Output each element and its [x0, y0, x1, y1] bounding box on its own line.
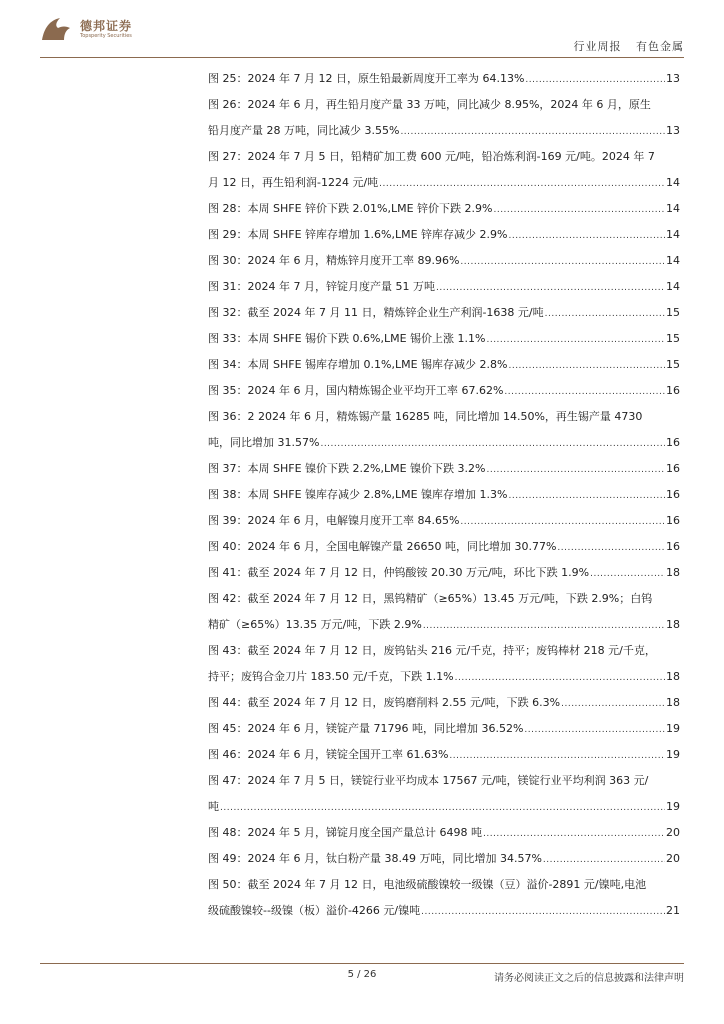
toc-entry-text: 图 38：本周 SHFE 镍库存减少 2.8%,LME 镍库存增加 1.3%: [208, 488, 508, 501]
toc-entry[interactable]: [208, 248, 680, 274]
toc-entry[interactable]: [208, 144, 680, 196]
dot-leader: [421, 899, 665, 925]
logo-name-en: Topsperity Securities: [80, 32, 132, 39]
dot-leader: [545, 301, 665, 327]
toc-entry-text: 图 32：截至 2024 年 7 月 11 日，精炼锌企业生产利润-1638 元/吨: [208, 306, 544, 319]
toc-entry[interactable]: [208, 456, 680, 482]
toc-entry[interactable]: [208, 66, 680, 92]
dot-leader: [436, 275, 665, 301]
toc-page-number: 20: [666, 852, 680, 865]
toc-entry-text: 图 33：本周 SHFE 锡价下跌 0.6%,LME 锡价上涨 1.1%: [208, 332, 486, 345]
toc-page-number: 16: [666, 514, 680, 527]
toc-entry-text: 图 42：截至 2024 年 7 月 12 日，黑钨精矿（≥65%）13.45 万元/吨，下跌 2.9%；白钨: [208, 592, 653, 605]
toc-entry-text: 图 35：2024 年 6 月，国内精炼锡企业平均开工率 67.62%: [208, 384, 504, 397]
footer-divider: [40, 963, 684, 964]
toc-page-number: 21: [666, 904, 680, 917]
dot-leader: [561, 691, 665, 717]
sector-name: 有色金属: [636, 40, 684, 53]
dot-leader: [320, 431, 665, 457]
dot-leader: [557, 535, 665, 561]
toc-entry-text: 图 36：2 2024 年 6 月，精炼锡产量 16285 吨，同比增加 14.50%，再生锡产量 4730: [208, 410, 643, 423]
toc-entry-text: 图 39：2024 年 6 月，电解镍月度开工率 84.65%: [208, 514, 460, 527]
legal-disclaimer: 请务必阅读正文之后的信息披露和法律声明: [494, 973, 684, 984]
toc-page-number: 15: [666, 332, 680, 345]
logo-name-cn: 德邦证券: [80, 18, 133, 33]
dot-leader: [449, 743, 665, 769]
toc-entry-text: 图 34：本周 SHFE 锡库存增加 0.1%,LME 锡库存减少 2.8%: [208, 358, 508, 371]
report-type: 行业周报: [573, 40, 622, 53]
dot-leader: [508, 353, 665, 379]
toc-page-number: 16: [666, 384, 680, 397]
toc-entry[interactable]: [208, 586, 680, 638]
toc-entry-text: 图 31：2024 年 7 月，锌锭月度产量 51 万吨: [208, 280, 435, 293]
page-header: [0, 0, 724, 62]
company-logo: [38, 14, 132, 44]
toc-entry-text: 级硫酸镍较--级镍（板）溢价-4266 元/镍吨: [208, 904, 421, 917]
toc-entry[interactable]: [208, 326, 680, 352]
toc-entry[interactable]: [208, 846, 680, 872]
toc-entry-text: 图 30：2024 年 6 月，精炼锌月度开工率 89.96%: [208, 254, 460, 267]
toc-page-number: 19: [666, 722, 680, 735]
toc-entry-text: 图 26：2024 年 6 月，再生铅月度产量 33 万吨，同比减少 8.95%，2024 年 6 月，原生: [208, 98, 651, 111]
toc-page-number: 15: [666, 358, 680, 371]
toc-page-number: 16: [666, 540, 680, 553]
toc-entry[interactable]: [208, 196, 680, 222]
toc-page-number: 19: [666, 800, 680, 813]
figure-index: [208, 66, 680, 924]
toc-entry-text: 月 12 日，再生铅利润-1224 元/吨: [208, 176, 379, 189]
toc-entry-text: 图 28：本周 SHFE 锌价下跌 2.01%,LME 锌价下跌 2.9%: [208, 202, 493, 215]
toc-entry[interactable]: [208, 560, 680, 586]
dot-leader: [493, 197, 665, 223]
toc-entry-text: 图 41：截至 2024 年 7 月 12 日，仲钨酸铵 20.30 万元/吨，环比下跌 1.9%: [208, 566, 590, 579]
dot-leader: [483, 821, 665, 847]
toc-entry-text: 持平；废钨合金刀片 183.50 元/千克，下跌 1.1%: [208, 670, 454, 683]
toc-entry[interactable]: [208, 690, 680, 716]
dot-leader: [504, 379, 665, 405]
header-divider: [40, 57, 684, 58]
toc-entry-text: 图 50：截至 2024 年 7 月 12 日，电池级硫酸镍较一级镍（豆）溢价-2891 元/镍吨,电池: [208, 878, 647, 891]
toc-entry[interactable]: [208, 404, 680, 456]
toc-entry[interactable]: [208, 300, 680, 326]
toc-entry-text: 吨，同比增加 31.57%: [208, 436, 320, 449]
toc-page-number: 14: [666, 254, 680, 267]
page-number: 5 / 26: [347, 969, 377, 980]
toc-page-number: 13: [666, 72, 680, 85]
toc-entry[interactable]: [208, 222, 680, 248]
toc-entry-text: 吨: [208, 800, 219, 813]
toc-page-number: 18: [666, 566, 680, 579]
toc-entry[interactable]: [208, 716, 680, 742]
dot-leader: [460, 509, 665, 535]
dot-leader: [543, 847, 665, 873]
toc-entry[interactable]: [208, 92, 680, 144]
dot-leader: [486, 457, 665, 483]
dot-leader: [460, 249, 665, 275]
toc-page-number: 15: [666, 306, 680, 319]
toc-entry[interactable]: [208, 742, 680, 768]
toc-entry-text: 图 40：2024 年 6 月，全国电解镍产量 26650 吨，同比增加 30.77%: [208, 540, 557, 553]
toc-entry-text: 图 45：2024 年 6 月，镁锭产量 71796 吨，同比增加 36.52%: [208, 722, 524, 735]
toc-page-number: 20: [666, 826, 680, 839]
dot-leader: [423, 613, 665, 639]
toc-entry-text: 图 44：截至 2024 年 7 月 12 日，废钨磨削料 2.55 元/吨，下跌 6.3%: [208, 696, 561, 709]
toc-entry-text: 图 47：2024 年 7 月 5 日，镁锭行业平均成本 17567 元/吨，镁锭行业平均利润 363 元/: [208, 774, 649, 787]
toc-entry[interactable]: [208, 872, 680, 924]
toc-page-number: 19: [666, 748, 680, 761]
toc-entry[interactable]: [208, 508, 680, 534]
dot-leader: [379, 171, 665, 197]
toc-entry-text: 图 49：2024 年 6 月，钛白粉产量 38.49 万吨，同比增加 34.57%: [208, 852, 542, 865]
dot-leader: [400, 119, 665, 145]
toc-entry[interactable]: [208, 638, 680, 690]
dot-leader: [220, 795, 665, 821]
toc-entry[interactable]: [208, 820, 680, 846]
toc-entry-text: 图 43：截至 2024 年 7 月 12 日，废钨钻头 216 元/千克，持平；废钨棒材 218 元/千克，: [208, 644, 656, 657]
logo-mark-icon: [38, 14, 74, 44]
toc-entry-text: 图 27：2024 年 7 月 5 日，铅精矿加工费 600 元/吨，铅冶炼利润-169 元/吨。2024 年 7: [208, 150, 655, 163]
toc-entry[interactable]: [208, 352, 680, 378]
toc-page-number: 14: [666, 202, 680, 215]
toc-entry[interactable]: [208, 534, 680, 560]
toc-page-number: 14: [666, 228, 680, 241]
dot-leader: [590, 561, 665, 587]
toc-entry[interactable]: [208, 274, 680, 300]
dot-leader: [486, 327, 665, 353]
toc-page-number: 16: [666, 462, 680, 475]
toc-entry-text: 图 37：本周 SHFE 镍价下跌 2.2%,LME 镍价下跌 3.2%: [208, 462, 486, 475]
toc-entry-text: 图 29：本周 SHFE 锌库存增加 1.6%,LME 锌库存减少 2.9%: [208, 228, 508, 241]
toc-page-number: 16: [666, 436, 680, 449]
dot-leader: [508, 223, 665, 249]
toc-page-number: 16: [666, 488, 680, 501]
dot-leader: [525, 67, 665, 93]
toc-entry-text: 铅月度产量 28 万吨，同比减少 3.55%: [208, 124, 400, 137]
toc-page-number: 18: [666, 696, 680, 709]
header-category: [574, 38, 685, 54]
toc-page-number: 18: [666, 670, 680, 683]
toc-page-number: 14: [666, 280, 680, 293]
toc-entry[interactable]: [208, 482, 680, 508]
toc-entry[interactable]: [208, 768, 680, 820]
toc-entry-text: 图 48：2024 年 5 月，锑锭月度全国产量总计 6498 吨: [208, 826, 482, 839]
dot-leader: [455, 665, 665, 691]
toc-entry-text: 图 25：2024 年 7 月 12 日，原生铅最新周度开工率为 64.13%: [208, 72, 525, 85]
toc-entry[interactable]: [208, 378, 680, 404]
toc-entry-text: 图 46：2024 年 6 月，镁锭全国开工率 61.63%: [208, 748, 449, 761]
toc-page-number: 14: [666, 176, 680, 189]
dot-leader: [524, 717, 665, 743]
toc-page-number: 18: [666, 618, 680, 631]
toc-page-number: 13: [666, 124, 680, 137]
dot-leader: [508, 483, 665, 509]
toc-entry-text: 精矿（≥65%）13.35 万元/吨，下跌 2.9%: [208, 618, 422, 631]
